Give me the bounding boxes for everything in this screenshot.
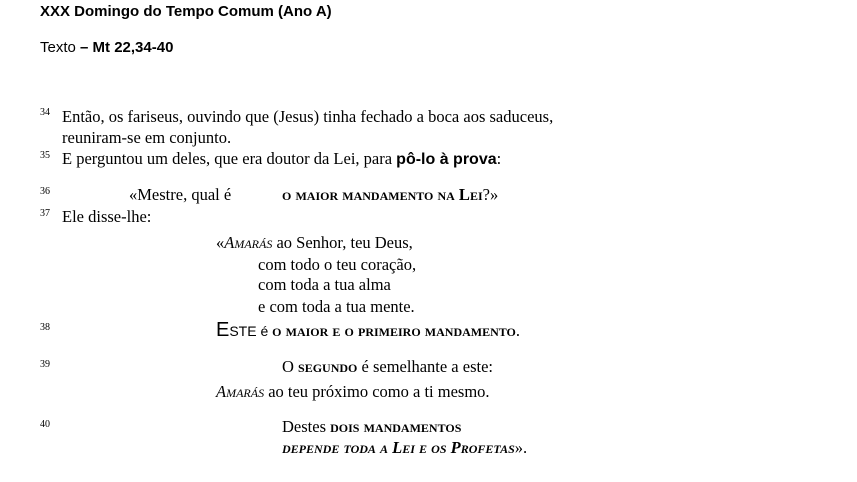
verse-37-quote-line-1: «Amarás ao Senhor, teu Deus, [216,233,413,252]
verse-35: E perguntou um deles, que era doutor da Lei, para pô-lo à prova: [62,149,502,168]
verse-37-intro: Ele disse-lhe: [62,207,152,226]
verse-number-38: 38 [40,322,50,333]
verse-40-line-1: Destes dois mandamentos [282,417,462,436]
verse-number-35: 35 [40,150,50,161]
verse-34-line-2: reuniram-se em conjunto. [62,128,232,147]
verse-34-line-1: Então, os fariseus, ouvindo que (Jesus) tinha fechado a boca aos saduceus, [62,107,554,126]
document-title: XXX Domingo do Tempo Comum (Ano A) [40,3,332,20]
amaras-word: Amarás [216,382,265,401]
verse-36-emphasis: o maior mandamento na Lei?» [282,185,499,204]
verse-39-line-1: O segundo é semelhante a este: [282,357,493,376]
verse-36-question: «Mestre, qual é [129,185,232,204]
verse-37-quote-line-3: com toda a tua alma [258,275,391,294]
amaras-word: Amarás [224,233,273,252]
reading-reference [40,39,173,56]
verse-number-37: 37 [40,208,50,219]
verse-40-line-2: depende toda a Lei e os Profetas». [282,438,528,457]
verse-37-quote-line-2: com todo o teu coração, [258,255,417,274]
verse-number-36: 36 [40,186,50,197]
verse-number-39: 39 [40,359,50,370]
reference: – Mt 22,34-40 [80,39,174,56]
verse-39-line-2: Amarás ao teu próximo como a ti mesmo. [216,382,490,401]
verse-number-40: 40 [40,419,50,430]
verse-37-quote-line-4: e com toda a tua mente. [258,297,415,316]
emphasis: pô-lo à prova [396,151,497,168]
text-label: Texto [40,39,76,56]
este-word: Este [216,319,257,341]
verse-number-34: 34 [40,107,50,118]
verse-38: Este é o maior e o primeiro mandamento. [216,319,521,341]
